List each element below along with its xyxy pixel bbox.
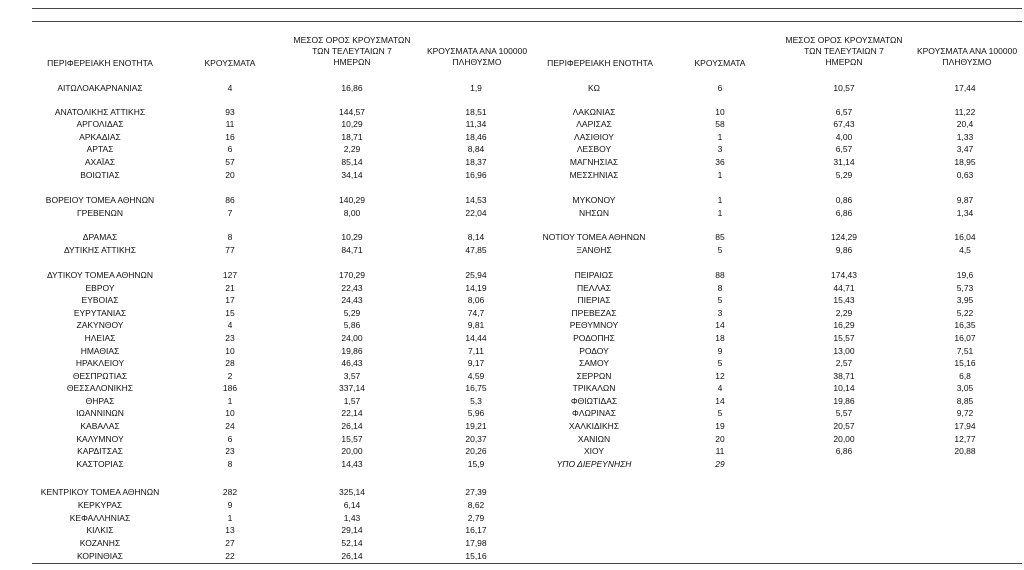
left-row-cases: 1 bbox=[227, 396, 233, 406]
left-row-per100k: 16,75 bbox=[465, 383, 487, 393]
right-row-avg: 20,57 bbox=[833, 421, 855, 431]
bottom-rule bbox=[32, 563, 1022, 564]
left-row-region: ΚΕΡΚΥΡΑΣ bbox=[77, 500, 123, 510]
right-row-region: ΧΙΟΥ bbox=[583, 446, 605, 456]
right-row-per100k: 7,51 bbox=[956, 346, 974, 356]
left-row-per100k: 20,26 bbox=[465, 446, 487, 456]
left-row-per100k: 8,62 bbox=[467, 500, 485, 510]
right-row-region: ΡΟΔΟΥ bbox=[579, 346, 609, 356]
right-row-cases: 5 bbox=[717, 245, 723, 255]
left-row-avg: 15,57 bbox=[341, 434, 363, 444]
right-row-avg: 20,00 bbox=[833, 434, 855, 444]
left-row-region: ΒΟΡΕΙΟΥ ΤΟΜΕΑ ΑΘΗΝΩΝ bbox=[45, 195, 155, 205]
right-row-cases: 4 bbox=[717, 383, 723, 393]
right-row-per100k: 19,6 bbox=[956, 270, 974, 280]
right-header-per100k bbox=[902, 46, 1024, 68]
left-row-region: ΔΥΤΙΚΟΥ ΤΟΜΕΑ ΑΘΗΝΩΝ bbox=[46, 270, 154, 280]
left-row-per100k: 22,04 bbox=[465, 208, 487, 218]
left-row-per100k: 27,39 bbox=[465, 487, 487, 497]
right-row-cases: 3 bbox=[717, 308, 723, 318]
right-row-region: ΝΟΤΙΟΥ ΤΟΜΕΑ ΑΘΗΝΩΝ bbox=[542, 232, 646, 242]
right-row-region: ΤΡΙΚΑΛΩΝ bbox=[572, 383, 616, 393]
left-header-per100k-line1: ΚΡΟΥΣΜΑΤΑ ΑΝΑ 100000 bbox=[426, 46, 528, 56]
left-row-cases: 4 bbox=[227, 83, 233, 93]
left-row-cases: 16 bbox=[225, 132, 235, 142]
right-row-avg: 5,57 bbox=[835, 408, 853, 418]
right-row-region: ΧΑΛΚΙΔΙΚΗΣ bbox=[568, 421, 620, 431]
right-row-cases: 5 bbox=[717, 408, 723, 418]
left-row-per100k: 15,9 bbox=[467, 459, 485, 469]
left-row-avg: 144,57 bbox=[339, 107, 365, 117]
left-row-avg: 8,00 bbox=[343, 208, 361, 218]
right-row-avg: 2,29 bbox=[835, 308, 853, 318]
left-row-cases: 6 bbox=[227, 434, 233, 444]
right-row-cases: 88 bbox=[715, 270, 725, 280]
left-row-avg: 10,29 bbox=[341, 232, 363, 242]
left-row-per100k: 14,44 bbox=[465, 333, 487, 343]
left-row-region: ΒΟΙΩΤΙΑΣ bbox=[80, 170, 120, 180]
right-row-region: ΝΗΣΩΝ bbox=[578, 208, 610, 218]
right-row-cases: 20 bbox=[715, 434, 725, 444]
right-row-region: ΜΥΚΟΝΟΥ bbox=[572, 195, 616, 205]
right-row-region: ΣΕΡΡΩΝ bbox=[576, 371, 612, 381]
left-row-per100k: 2,79 bbox=[467, 513, 485, 523]
left-row-avg: 20,00 bbox=[341, 446, 363, 456]
left-header-avg-line2: ΤΩΝ ΤΕΛΕΥΤΑΙΩΝ 7 bbox=[312, 46, 392, 56]
left-row-per100k: 47,85 bbox=[465, 245, 487, 255]
right-row-cases: 1 bbox=[717, 208, 723, 218]
left-row-per100k: 15,16 bbox=[465, 551, 487, 561]
left-row-region: ΘΕΣΠΡΩΤΙΑΣ bbox=[72, 371, 128, 381]
left-row-cases: 8 bbox=[227, 232, 233, 242]
left-row-avg: 140,29 bbox=[339, 195, 365, 205]
left-row-cases: 77 bbox=[225, 245, 235, 255]
right-row-cases: 6 bbox=[717, 83, 723, 93]
right-row-cases: 14 bbox=[715, 396, 725, 406]
left-row-cases: 22 bbox=[225, 551, 235, 561]
left-row-region: ΚΑΒΑΛΑΣ bbox=[80, 421, 120, 431]
right-row-per100k: 1,33 bbox=[956, 132, 974, 142]
right-row-cases: 1 bbox=[717, 132, 723, 142]
top-rule bbox=[32, 8, 1022, 9]
left-row-avg: 2,29 bbox=[343, 144, 361, 154]
right-row-per100k: 20,88 bbox=[954, 446, 976, 456]
left-row-avg: 10,29 bbox=[341, 119, 363, 129]
left-row-avg: 22,43 bbox=[341, 283, 363, 293]
left-row-avg: 170,29 bbox=[339, 270, 365, 280]
left-row-per100k: 7,11 bbox=[468, 346, 484, 356]
right-row-cases: 36 bbox=[715, 157, 725, 167]
right-row-avg: 15,43 bbox=[833, 295, 855, 305]
right-row-per100k: 8,85 bbox=[956, 396, 974, 406]
right-header-avg bbox=[774, 35, 914, 68]
left-row-per100k: 25,94 bbox=[465, 270, 487, 280]
left-row-avg: 26,14 bbox=[341, 551, 363, 561]
left-row-region: ΕΥΒΟΙΑΣ bbox=[81, 295, 119, 305]
left-row-cases: 8 bbox=[227, 459, 233, 469]
left-header-avg bbox=[282, 35, 422, 68]
left-row-region: ΗΛΕΙΑΣ bbox=[84, 333, 116, 343]
left-row-avg: 22,14 bbox=[341, 408, 363, 418]
right-row-per100k: 6,8 bbox=[959, 371, 971, 381]
right-row-cases: 5 bbox=[717, 358, 723, 368]
right-row-cases: 14 bbox=[715, 320, 725, 330]
left-row-avg: 1,43 bbox=[343, 513, 361, 523]
left-row-cases: 23 bbox=[225, 333, 235, 343]
left-row-cases: 9 bbox=[227, 500, 233, 510]
right-row-region: ΛΑΚΩΝΙΑΣ bbox=[572, 107, 616, 117]
right-row-per100k: 16,07 bbox=[954, 333, 976, 343]
left-row-cases: 2 bbox=[227, 371, 233, 381]
left-row-per100k: 8,14 bbox=[467, 232, 485, 242]
right-row-cases: 8 bbox=[717, 283, 723, 293]
right-row-region: ΦΘΙΩΤΙΔΑΣ bbox=[570, 396, 618, 406]
left-row-cases: 15 bbox=[225, 308, 235, 318]
left-row-region: ΑΡΓΟΛΙΔΑΣ bbox=[76, 119, 124, 129]
left-row-avg: 6,14 bbox=[343, 500, 361, 510]
right-row-cases: 85 bbox=[715, 232, 725, 242]
right-row-avg: 38,71 bbox=[833, 371, 855, 381]
left-row-region: ΑΝΑΤΟΛΙΚΗΣ ΑΤΤΙΚΗΣ bbox=[54, 107, 146, 117]
left-row-cases: 57 bbox=[225, 157, 235, 167]
right-row-region: ΜΑΓΝΗΣΙΑΣ bbox=[569, 157, 619, 167]
left-row-per100k: 17,98 bbox=[465, 538, 487, 548]
left-row-region: ΙΩΑΝΝΙΝΩΝ bbox=[76, 408, 124, 418]
right-row-region: ΥΠΟ ΔΙΕΡΕΥΝΗΣΗ bbox=[556, 459, 632, 469]
left-row-avg: 46,43 bbox=[341, 358, 363, 368]
left-row-per100k: 9,17 bbox=[467, 358, 485, 368]
left-row-avg: 24,00 bbox=[341, 333, 363, 343]
right-row-per100k: 16,35 bbox=[954, 320, 976, 330]
left-row-avg: 5,86 bbox=[343, 320, 361, 330]
right-row-region: ΠΕΛΛΑΣ bbox=[576, 283, 612, 293]
left-row-per100k: 9,81 bbox=[467, 320, 485, 330]
right-row-avg: 13,00 bbox=[833, 346, 855, 356]
right-row-per100k: 11,22 bbox=[954, 107, 976, 117]
left-row-per100k: 14,53 bbox=[465, 195, 487, 205]
right-row-avg: 67,43 bbox=[833, 119, 855, 129]
left-row-avg: 3,57 bbox=[343, 371, 361, 381]
left-row-cases: 7 bbox=[227, 208, 233, 218]
right-row-region: ΣΑΜΟΥ bbox=[578, 358, 610, 368]
right-row-region: ΦΛΩΡΙΝΑΣ bbox=[572, 408, 616, 418]
left-row-cases: 20 bbox=[225, 170, 235, 180]
left-row-cases: 6 bbox=[227, 144, 233, 154]
right-row-per100k: 9,72 bbox=[956, 408, 974, 418]
left-row-avg: 19,86 bbox=[341, 346, 363, 356]
right-row-region: ΠΙΕΡΙΑΣ bbox=[577, 295, 611, 305]
right-header-per100k-line1: ΚΡΟΥΣΜΑΤΑ ΑΝΑ 100000 bbox=[916, 46, 1018, 56]
right-row-avg: 6,57 bbox=[835, 144, 853, 154]
right-row-per100k: 0,63 bbox=[956, 170, 974, 180]
right-row-cases: 19 bbox=[715, 421, 725, 431]
left-row-per100k: 8,84 bbox=[467, 144, 485, 154]
left-row-per100k: 18,37 bbox=[465, 157, 487, 167]
left-row-per100k: 74,7 bbox=[467, 308, 485, 318]
left-row-per100k: 18,46 bbox=[465, 132, 487, 142]
right-row-avg: 19,86 bbox=[833, 396, 855, 406]
left-row-region: ΔΥΤΙΚΗΣ ΑΤΤΙΚΗΣ bbox=[63, 245, 137, 255]
left-row-region: ΗΡΑΚΛΕΙΟΥ bbox=[75, 358, 125, 368]
right-row-avg: 10,57 bbox=[833, 83, 855, 93]
left-row-region: ΚΟΖΑΝΗΣ bbox=[79, 538, 121, 548]
left-row-region: ΚΑΡΔΙΤΣΑΣ bbox=[77, 446, 123, 456]
left-row-avg: 29,14 bbox=[341, 525, 363, 535]
left-row-region: ΚΑΣΤΟΡΙΑΣ bbox=[76, 459, 124, 469]
left-row-region: ΑΧΑΪΑΣ bbox=[84, 157, 116, 167]
left-header-per100k-line2: ΠΛΗΘΥΣΜΟ bbox=[452, 57, 502, 67]
left-row-avg: 85,14 bbox=[341, 157, 363, 167]
right-row-cases: 58 bbox=[715, 119, 725, 129]
right-row-region: ΠΡΕΒΕΖΑΣ bbox=[571, 308, 617, 318]
left-row-cases: 27 bbox=[225, 538, 235, 548]
right-row-avg: 5,29 bbox=[835, 170, 853, 180]
left-row-region: ΑΙΤΩΛΟΑΚΑΡΝΑΝΙΑΣ bbox=[57, 83, 143, 93]
right-header-avg-line3: ΗΜΕΡΩΝ bbox=[825, 57, 863, 67]
left-row-avg: 18,71 bbox=[341, 132, 363, 142]
left-row-region: ΚΕΦΑΛΛΗΝΙΑΣ bbox=[69, 513, 131, 523]
left-row-cases: 4 bbox=[227, 320, 233, 330]
left-row-cases: 13 bbox=[225, 525, 235, 535]
left-row-cases: 23 bbox=[225, 446, 235, 456]
left-row-region: ΚΑΛΥΜΝΟΥ bbox=[76, 434, 124, 444]
right-row-avg: 9,86 bbox=[835, 245, 853, 255]
right-row-avg: 4,00 bbox=[835, 132, 853, 142]
left-row-per100k: 1,9 bbox=[470, 83, 482, 93]
left-row-avg: 1,57 bbox=[343, 396, 361, 406]
left-row-cases: 186 bbox=[222, 383, 238, 393]
right-row-avg: 44,71 bbox=[833, 283, 855, 293]
right-row-per100k: 9,87 bbox=[956, 195, 974, 205]
left-row-per100k: 4,59 bbox=[467, 371, 485, 381]
left-row-region: ΚΕΝΤΡΙΚΟΥ ΤΟΜΕΑ ΑΘΗΝΩΝ bbox=[40, 487, 160, 497]
left-row-region: ΘΕΣΣΑΛΟΝΙΚΗΣ bbox=[66, 383, 134, 393]
right-header-cases: ΚΡΟΥΣΜΑΤΑ bbox=[694, 58, 746, 68]
left-row-region: ΘΗΡΑΣ bbox=[85, 396, 115, 406]
left-row-region: ΚΙΛΚΙΣ bbox=[86, 525, 114, 535]
right-row-region: ΜΕΣΣΗΝΙΑΣ bbox=[569, 170, 619, 180]
right-row-per100k: 20,4 bbox=[956, 119, 974, 129]
left-row-avg: 26,14 bbox=[341, 421, 363, 431]
right-row-cases: 5 bbox=[717, 295, 723, 305]
right-row-cases: 12 bbox=[715, 371, 725, 381]
right-row-region: ΞΑΝΘΗΣ bbox=[576, 245, 612, 255]
right-row-per100k: 12,77 bbox=[954, 434, 976, 444]
right-row-avg: 10,14 bbox=[833, 383, 855, 393]
left-row-per100k: 19,21 bbox=[465, 421, 487, 431]
right-header-region: ΠΕΡΙΦΕΡΕΙΑΚΗ ΕΝΟΤΗΤΑ bbox=[547, 58, 653, 68]
right-row-per100k: 17,94 bbox=[954, 421, 976, 431]
left-row-avg: 325,14 bbox=[339, 487, 365, 497]
left-header-avg-line3: ΗΜΕΡΩΝ bbox=[333, 57, 371, 67]
left-row-cases: 10 bbox=[225, 408, 235, 418]
right-row-region: ΛΕΣΒΟΥ bbox=[576, 144, 612, 154]
right-row-avg: 174,43 bbox=[831, 270, 857, 280]
right-row-region: ΛΑΡΙΣΑΣ bbox=[576, 119, 612, 129]
left-row-region: ΔΡΑΜΑΣ bbox=[82, 232, 118, 242]
right-row-region: ΠΕΙΡΑΙΩΣ bbox=[574, 270, 614, 280]
left-row-cases: 24 bbox=[225, 421, 235, 431]
left-row-region: ΓΡΕΒΕΝΩΝ bbox=[77, 208, 123, 218]
right-row-per100k: 15,16 bbox=[954, 358, 976, 368]
right-row-per100k: 1,34 bbox=[956, 208, 974, 218]
left-row-cases: 86 bbox=[225, 195, 235, 205]
left-row-avg: 5,29 bbox=[343, 308, 361, 318]
right-header-avg-line1: ΜΕΣΟΣ ΟΡΟΣ ΚΡΟΥΣΜΑΤΩΝ bbox=[785, 35, 903, 45]
left-row-avg: 14,43 bbox=[341, 459, 363, 469]
right-row-region: ΛΑΣΙΘΙΟΥ bbox=[574, 132, 614, 142]
left-row-region: ΖΑΚΥΝΘΟΥ bbox=[76, 320, 124, 330]
left-row-per100k: 8,06 bbox=[467, 295, 485, 305]
left-header-avg-line1: ΜΕΣΟΣ ΟΡΟΣ ΚΡΟΥΣΜΑΤΩΝ bbox=[293, 35, 411, 45]
right-row-region: ΧΑΝΙΩΝ bbox=[577, 434, 611, 444]
left-row-avg: 24,43 bbox=[341, 295, 363, 305]
left-row-cases: 1 bbox=[227, 513, 233, 523]
right-row-per100k: 4,5 bbox=[959, 245, 971, 255]
left-row-avg: 16,86 bbox=[341, 83, 363, 93]
left-row-region: ΕΒΡΟΥ bbox=[85, 283, 115, 293]
right-row-cases: 18 bbox=[715, 333, 725, 343]
left-row-per100k: 18,51 bbox=[465, 107, 487, 117]
header-rule bbox=[32, 21, 1022, 22]
left-header-per100k bbox=[412, 46, 542, 68]
left-row-cases: 17 bbox=[225, 295, 235, 305]
right-row-cases: 11 bbox=[715, 446, 725, 456]
left-row-avg: 52,14 bbox=[341, 538, 363, 548]
right-row-avg: 6,86 bbox=[835, 208, 853, 218]
left-row-cases: 93 bbox=[225, 107, 235, 117]
left-header-region: ΠΕΡΙΦΕΡΕΙΑΚΗ ΕΝΟΤΗΤΑ bbox=[47, 58, 153, 68]
left-row-region: ΗΜΑΘΙΑΣ bbox=[80, 346, 120, 356]
left-row-per100k: 14,19 bbox=[465, 283, 487, 293]
left-row-per100k: 16,96 bbox=[465, 170, 487, 180]
right-header-avg-line2: ΤΩΝ ΤΕΛΕΥΤΑΙΩΝ 7 bbox=[804, 46, 884, 56]
right-row-cases: 9 bbox=[717, 346, 723, 356]
left-row-cases: 21 bbox=[225, 283, 235, 293]
left-row-avg: 84,71 bbox=[341, 245, 363, 255]
right-row-per100k: 3,05 bbox=[956, 383, 974, 393]
right-row-per100k: 3,47 bbox=[956, 144, 974, 154]
right-row-per100k: 18,95 bbox=[954, 157, 976, 167]
right-row-cases: 29 bbox=[715, 459, 725, 469]
left-row-cases: 28 bbox=[225, 358, 235, 368]
right-row-region: ΡΟΔΟΠΗΣ bbox=[573, 333, 615, 343]
right-row-avg: 31,14 bbox=[833, 157, 855, 167]
right-row-cases: 1 bbox=[717, 195, 723, 205]
right-row-avg: 6,86 bbox=[835, 446, 853, 456]
left-row-region: ΚΟΡΙΝΘΙΑΣ bbox=[76, 551, 124, 561]
right-row-avg: 6,57 bbox=[835, 107, 853, 117]
left-row-per100k: 11,34 bbox=[465, 119, 487, 129]
right-row-per100k: 17,44 bbox=[954, 83, 976, 93]
left-row-avg: 337,14 bbox=[339, 383, 365, 393]
right-row-avg: 2,57 bbox=[835, 358, 853, 368]
right-row-avg: 0,86 bbox=[835, 195, 853, 205]
right-row-region: ΡΕΘΥΜΝΟΥ bbox=[569, 320, 619, 330]
right-row-avg: 16,29 bbox=[833, 320, 855, 330]
left-row-per100k: 5,3 bbox=[470, 396, 482, 406]
left-header-cases: ΚΡΟΥΣΜΑΤΑ bbox=[204, 58, 256, 68]
left-row-per100k: 5,96 bbox=[467, 408, 485, 418]
right-row-cases: 10 bbox=[715, 107, 725, 117]
left-row-cases: 282 bbox=[222, 487, 238, 497]
left-row-cases: 10 bbox=[225, 346, 235, 356]
right-row-cases: 1 bbox=[717, 170, 723, 180]
left-row-per100k: 20,37 bbox=[465, 434, 487, 444]
left-row-region: ΑΡΤΑΣ bbox=[86, 144, 114, 154]
right-row-per100k: 16,04 bbox=[954, 232, 976, 242]
left-row-region: ΑΡΚΑΔΙΑΣ bbox=[79, 132, 121, 142]
right-header-per100k-line2: ΠΛΗΘΥΣΜΟ bbox=[942, 57, 992, 67]
left-row-region: ΕΥΡΥΤΑΝΙΑΣ bbox=[73, 308, 127, 318]
right-row-per100k: 5,73 bbox=[956, 283, 974, 293]
right-row-per100k: 3,95 bbox=[956, 295, 974, 305]
right-row-cases: 3 bbox=[717, 144, 723, 154]
right-row-per100k: 5,22 bbox=[956, 308, 974, 318]
left-row-per100k: 16,17 bbox=[465, 525, 487, 535]
right-row-avg: 124,29 bbox=[831, 232, 857, 242]
right-row-region: ΚΩ bbox=[587, 83, 601, 93]
left-row-cases: 127 bbox=[222, 270, 238, 280]
left-row-cases: 11 bbox=[225, 119, 235, 129]
right-row-avg: 15,57 bbox=[833, 333, 855, 343]
left-row-avg: 34,14 bbox=[341, 170, 363, 180]
